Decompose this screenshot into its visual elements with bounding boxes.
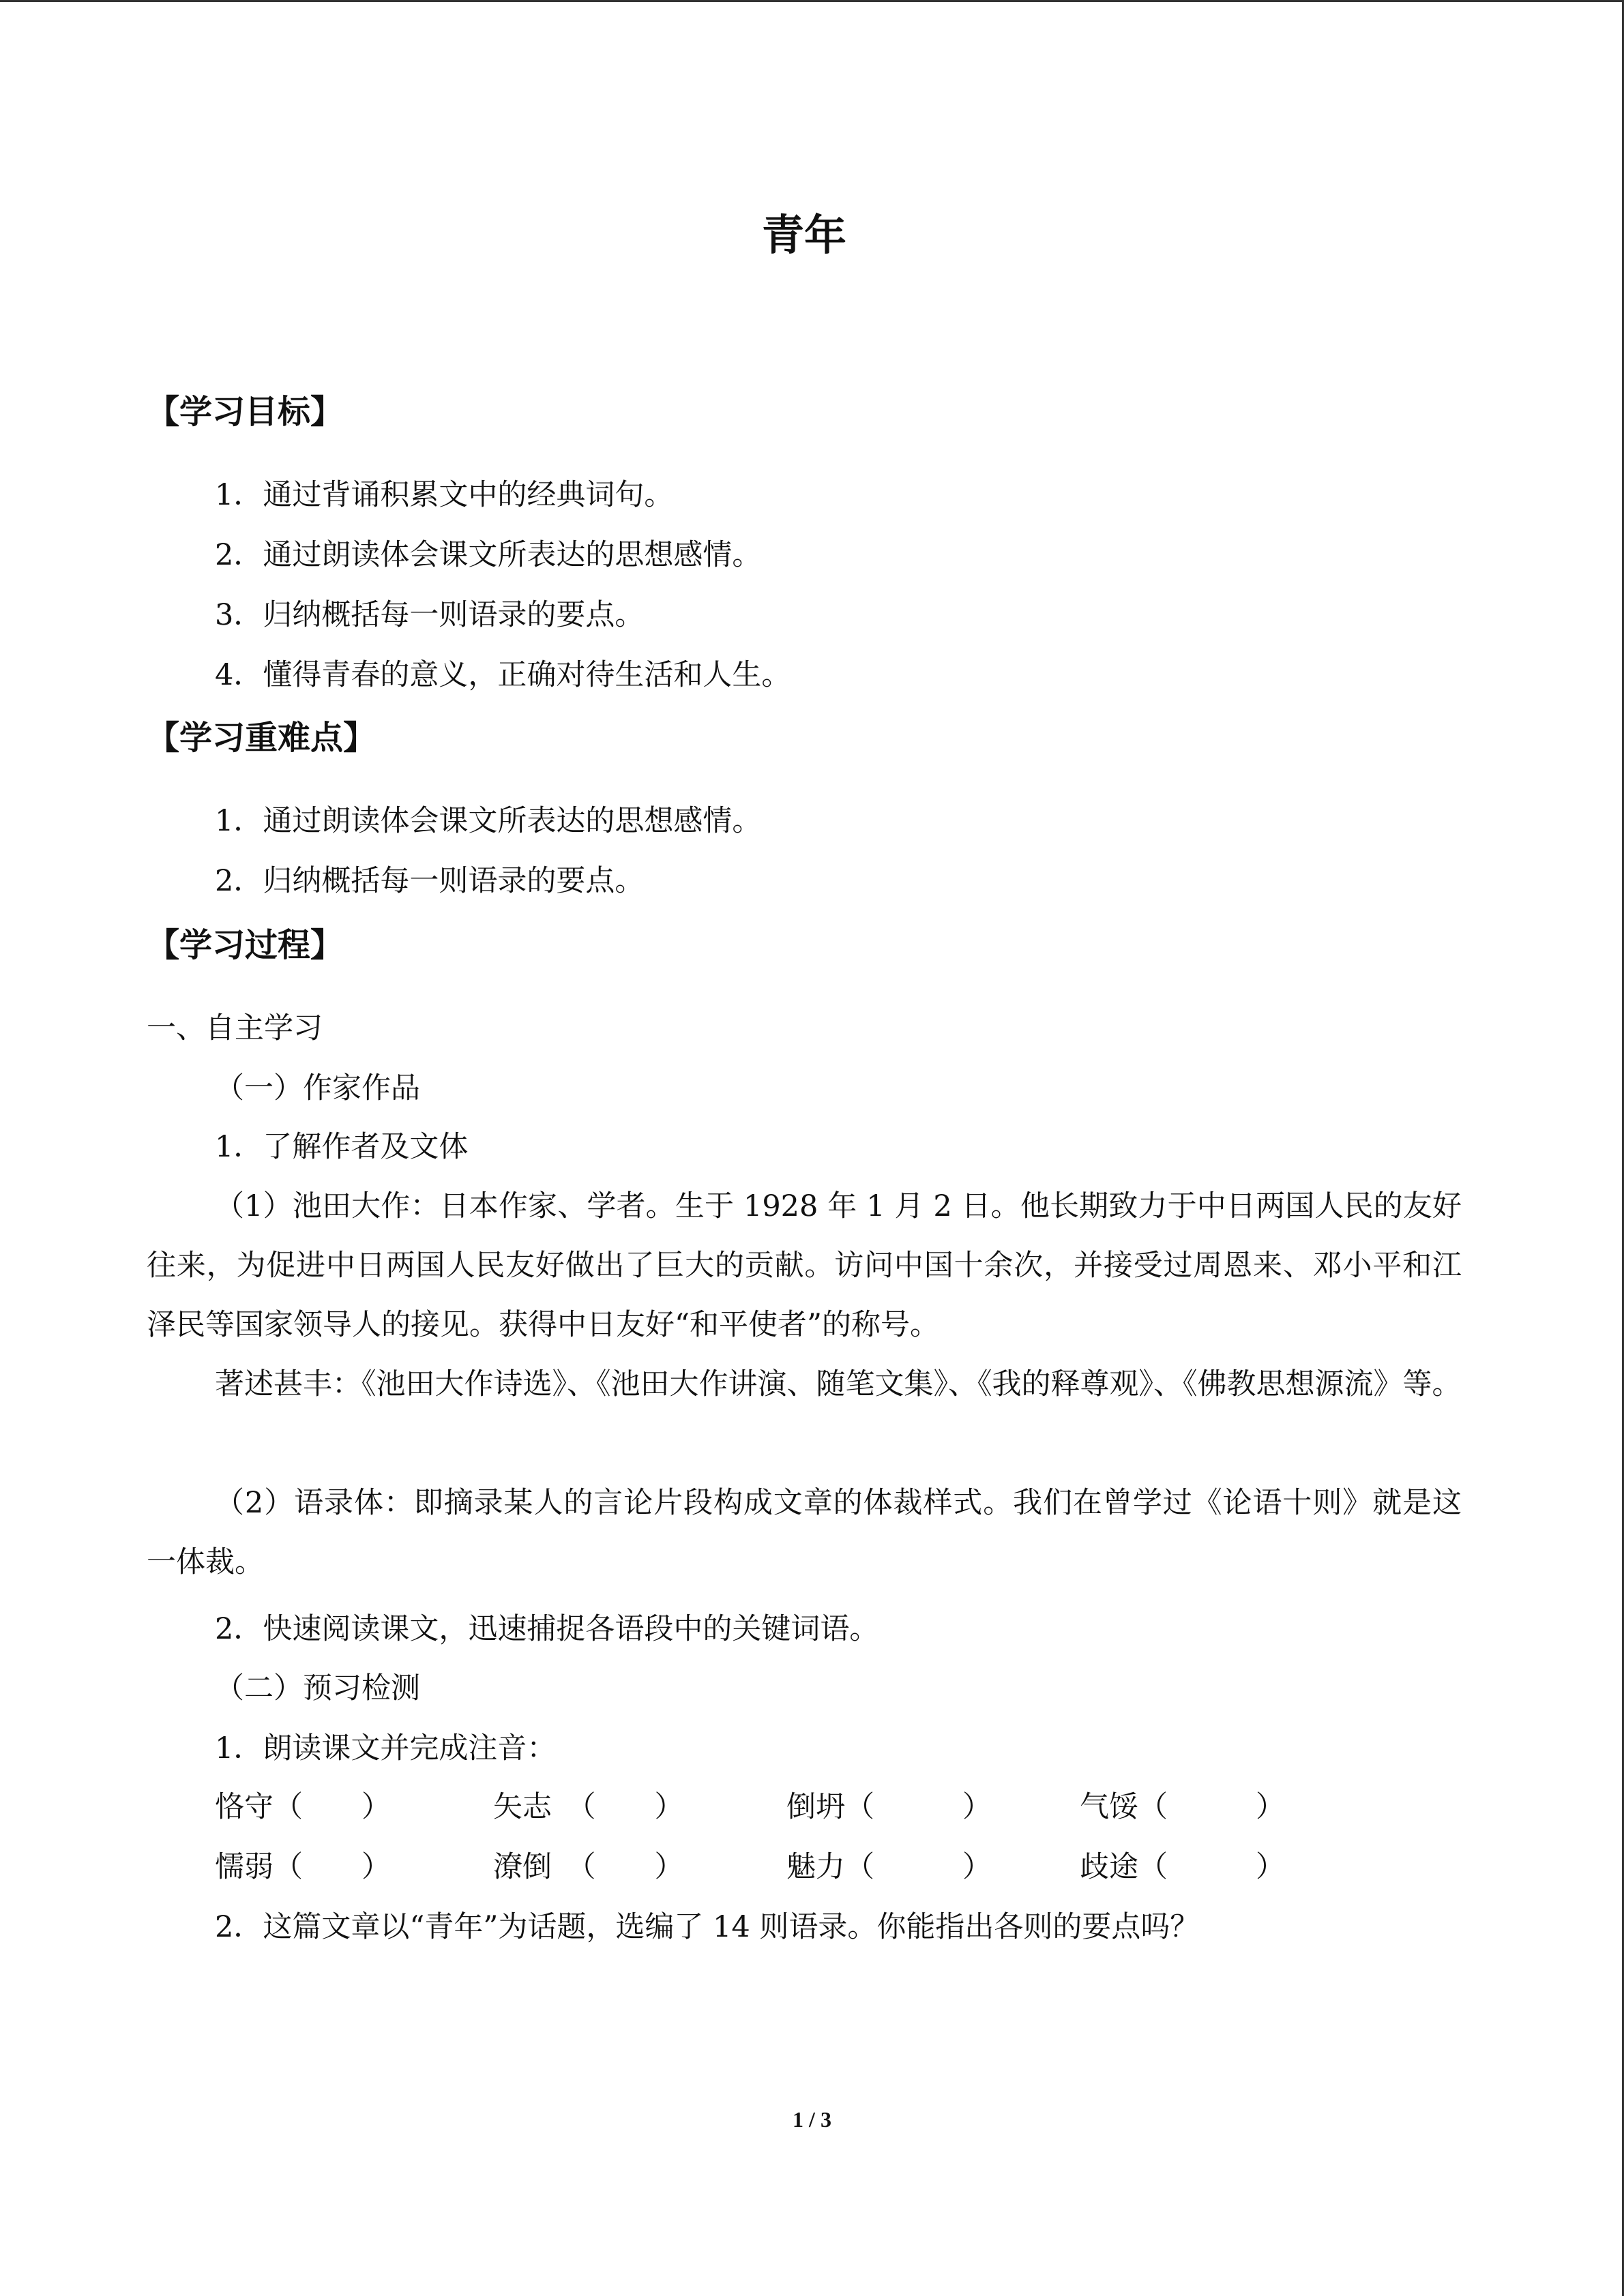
pinyin-blank[interactable]: 恪守（ ） — [215, 1790, 391, 1824]
key-point-item: 1．通过朗读体会课文所表达的思想感情。 — [215, 804, 762, 838]
paragraph-author-bio: （1）池田大作：日本作家、学者。生于 1928 年 1 月 2 日。他长期致力于中日两国人民的友好往来，为促进中日两国人民友好做出了巨大的贡献。访问中国十余次，并接受过周恩来、邓小平和江泽民等国家领导人的接见。获得中日友好“和平使者”的称号。 — [147, 1189, 1462, 1342]
goal-item: 1．通过背诵积累文中的经典词句。 — [215, 478, 674, 512]
item-title-author-style: 1．了解作者及文体 — [215, 1130, 469, 1164]
subsection-title-author-works: （一）作家作品 — [215, 1071, 420, 1105]
part-title-self-study: 一、自主学习 — [147, 1011, 323, 1045]
page-title: 青年 — [761, 210, 846, 260]
goal-item: 2．通过朗读体会课文所表达的思想感情。 — [215, 538, 762, 572]
pinyin-blank[interactable]: 矢志 （ ） — [493, 1790, 684, 1824]
pinyin-blank[interactable]: 倒坍（ ） — [786, 1790, 992, 1824]
heading-learning-goals: 【学习目标】 — [147, 393, 344, 431]
pinyin-blank[interactable]: 歧途（ ） — [1080, 1850, 1285, 1884]
goal-item: 4．懂得青春的意义，正确对待生活和人生。 — [215, 658, 791, 692]
heading-learning-process: 【学习过程】 — [147, 926, 344, 964]
check-item-pinyin: 1．朗读课文并完成注音： — [215, 1731, 557, 1765]
page-number: 1 / 3 — [793, 2107, 831, 2132]
pinyin-blank[interactable]: 潦倒 （ ） — [493, 1850, 684, 1884]
pinyin-blank[interactable]: 魅力（ ） — [786, 1850, 992, 1884]
subsection-title-preview-check: （二）预习检测 — [215, 1671, 420, 1705]
key-point-item: 2．归纳概括每一则语录的要点。 — [215, 864, 645, 898]
heading-key-points: 【学习重难点】 — [147, 719, 377, 757]
paragraph-quotation-style: （2）语录体：即摘录某人的言论片段构成文章的体裁样式。我们在曾学过《论语十则》就是这一体裁。 — [147, 1486, 1462, 1579]
pinyin-blank[interactable]: 懦弱（ ） — [215, 1850, 391, 1884]
page-border-top — [0, 0, 1624, 2]
pinyin-blank[interactable]: 气馁（ ） — [1080, 1790, 1285, 1824]
goal-item: 3．归纳概括每一则语录的要点。 — [215, 598, 645, 632]
paragraph-works: 著述甚丰：《池田大作诗选》、《池田大作讲演、随笔文集》、《我的释尊观》、《佛教思想源流》等。 — [215, 1367, 1462, 1401]
check-item-key-points: 2．这篇文章以“青年”为话题，选编了 14 则语录。你能指出各则的要点吗？ — [215, 1910, 1200, 1944]
item-fast-reading: 2．快速阅读课文，迅速捕捉各语段中的关键词语。 — [215, 1612, 879, 1646]
